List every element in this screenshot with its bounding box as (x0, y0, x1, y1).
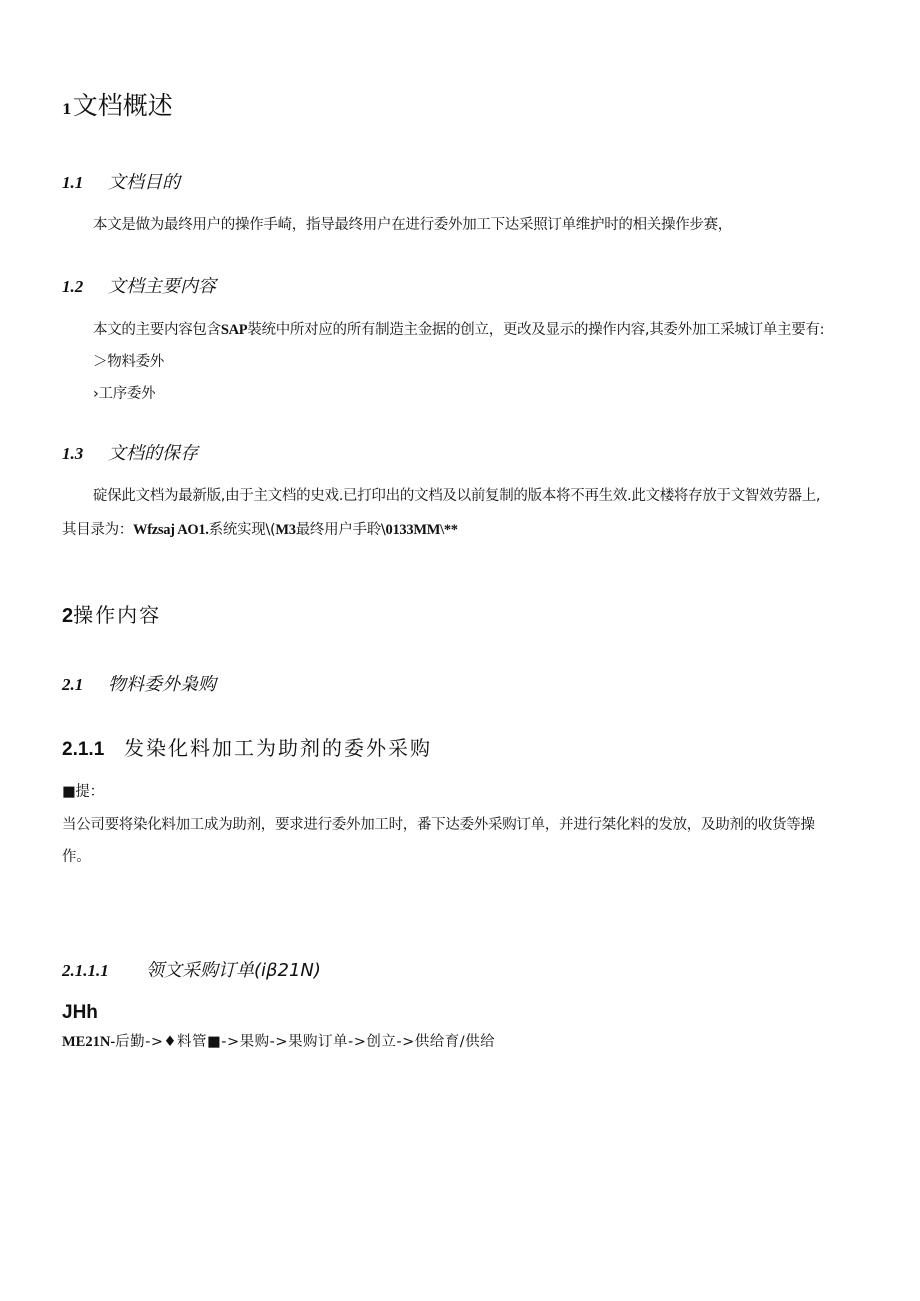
path-code: Wfzsaj AO1. (133, 522, 209, 538)
heading-text: 文档主要内容 (108, 276, 216, 297)
heading-number: 2.1.1.1 (62, 961, 109, 980)
note-paragraph-line-2: 作。 (62, 849, 91, 865)
heading-2-1-material-outsourcing (62, 676, 216, 694)
heading-text: 领文采购订单(iβ21N) (146, 960, 321, 981)
sub-label-jhh: JHh (62, 1002, 98, 1023)
heading-number: 1 (62, 102, 72, 118)
purpose-paragraph: 本文是做为最终用户的操作手崎，指导最终用户在进行委外加工下达采照订单维护时的相关操作步赛， (93, 217, 732, 233)
heading-1-2-main-content (62, 278, 216, 296)
storage-paragraph-line-1: 碇保此文档为最新版,由于主文档的史戏.已打印出的文档及以前复制的版本将不再生效.此文楼将存放于文智效劳器上, (93, 488, 821, 504)
text-run: 裝统中所对应的所有制造主金据的创立，更改及显示的操作内容,其委外加工采城订单主要有: (247, 322, 825, 338)
note-paragraph-line-1: 当公司要将染化料加工成为助剂，要求进行委外加工时，番下达委外采购订单，并进行桀化料的发放，及助剂的收货等操 (62, 817, 815, 833)
heading-text: 操作内容 (73, 603, 162, 627)
heading-text: 物料委外枭购 (108, 674, 216, 695)
text-run: 其目录为： (62, 522, 133, 538)
heading-text: 文档的保存 (108, 443, 198, 464)
list-item: ＞物料委外 (93, 354, 164, 370)
heading-1-3-storage (62, 445, 198, 463)
path-code: M3 (275, 522, 296, 538)
heading-number: 2.1.1 (62, 739, 105, 760)
path-code: 0133MM\** (385, 522, 458, 538)
heading-number: 2 (62, 605, 74, 627)
heading-text: 文档概述 (72, 91, 173, 120)
menu-path-text: 后勤->♦料管■->果购->果购订单->创立->供给育/供给 (115, 1034, 496, 1050)
heading-number: 1.1 (62, 173, 84, 192)
text-run: 本文的主要内容包含 (93, 322, 221, 338)
heading-2-1-1-dye-processing (62, 738, 432, 759)
heading-number: 1.3 (62, 444, 84, 463)
transaction-code: ME21N- (62, 1034, 116, 1050)
storage-paragraph-line-2 (62, 523, 458, 538)
heading-number: 1.2 (62, 277, 84, 296)
heading-2-operations (62, 605, 161, 626)
transaction-menu-path (62, 1035, 495, 1050)
heading-text: 发染化料加工为助剂的委外采购 (124, 736, 432, 760)
heading-1-1-purpose (62, 174, 180, 192)
main-content-paragraph (93, 323, 824, 338)
heading-text: 文档目的 (108, 172, 180, 193)
heading-number: 2.1 (62, 675, 84, 694)
text-run: 最终用户手聆\ (295, 522, 386, 538)
heading-2-1-1-1-create-po (62, 962, 321, 980)
sap-code: SAP (220, 322, 248, 338)
text-run: 系统实现\( (208, 522, 276, 538)
heading-1-overview (62, 93, 173, 118)
note-label: ■提： (62, 784, 104, 800)
list-item: ›工序委外 (93, 386, 156, 402)
